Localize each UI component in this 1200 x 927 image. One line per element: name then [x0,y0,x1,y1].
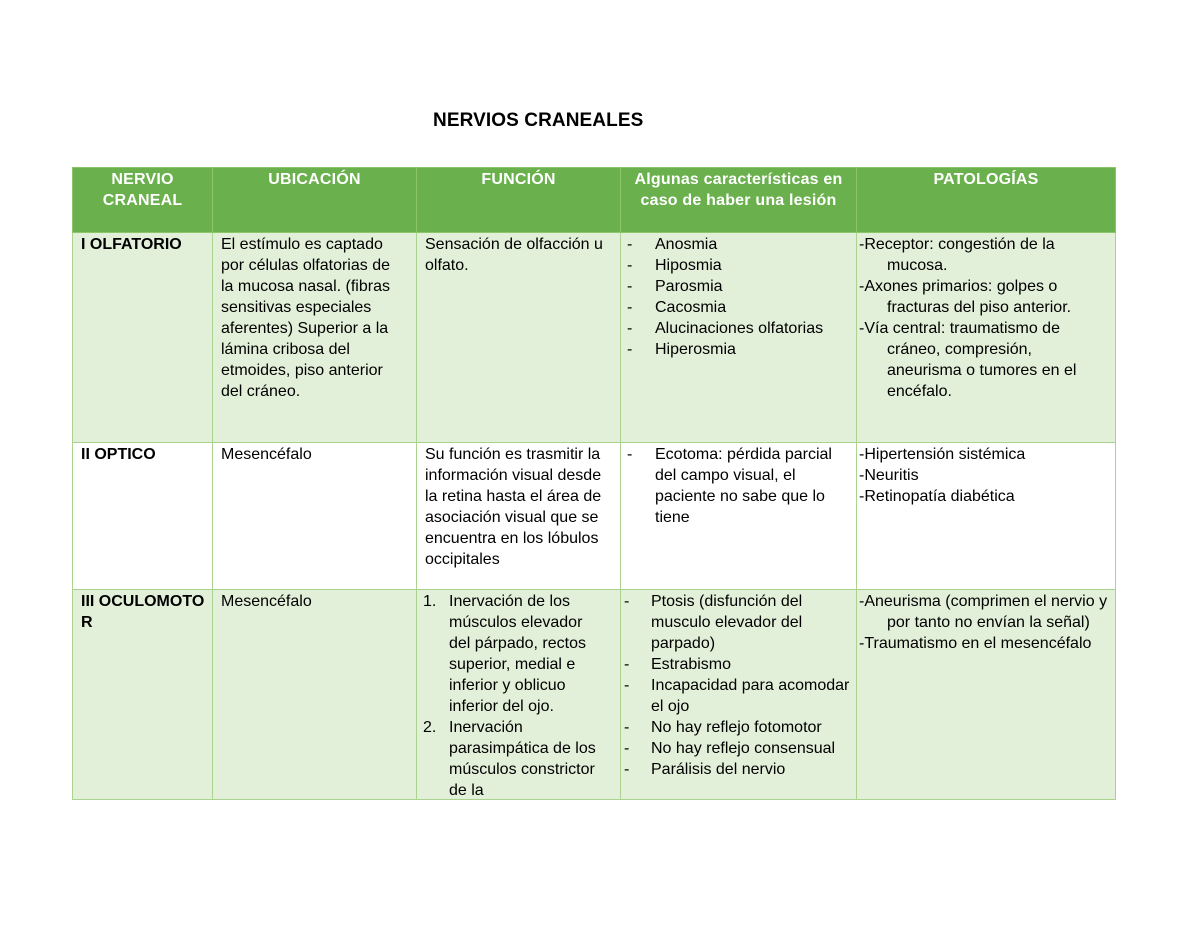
list-item: - Hiposmia [627,255,850,276]
list-item: -Neuritis [859,467,919,484]
list-item: - Ecotoma: pérdida parcial del campo visual, el paciente no sabe que lo tiene [627,444,832,528]
list-item: -Traumatismo en el mesencéfalo [859,635,1092,652]
table-header-row [73,168,1116,233]
list-item: -Retinopatía diabética [859,488,1015,505]
header-patologias: PATOLOGÍAS [857,168,1116,233]
funcion-cell [417,590,621,800]
cranial-nerves-table [72,167,1116,800]
list-item: -Aneurisma (comprimen el nervio y por tanto no envían la señal) [859,593,1108,631]
table-row [73,590,1116,800]
funcion-cell: Su función es trasmitir la información visual desde la retina hasta el área de asociación visual que se encuentra en los lóbulos occipitales [417,443,621,590]
list-item: - Parosmia [627,276,850,297]
ubicacion-cell: Mesencéfalo [213,443,417,590]
header-nervio: NERVIO CRANEAL [73,168,213,233]
list-item: - Estrabismo [624,654,854,675]
patologias-cell [857,443,1116,590]
nerve-name: III OCULOMOTOR [73,590,213,800]
caracteristicas-cell [621,443,857,590]
header-ubicacion: UBICACIÓN [213,168,417,233]
header-funcion: FUNCIÓN [417,168,621,233]
nerve-name: II OPTICO [73,443,213,590]
page-title: NERVIOS CRANEALES [433,110,644,131]
list-item: -Receptor: congestión de la mucosa. [859,236,1055,274]
list-item: - Hiperosmia [627,339,850,360]
list-item: - Alucinaciones olfatorias [627,318,850,339]
list-item: -Axones primarios: golpes o fracturas del piso anterior. [859,278,1072,316]
list-item: - Anosmia [627,234,850,255]
list-item: - Incapacidad para acomodar el ojo [624,675,854,717]
table-row [73,443,1116,590]
header-caracteristicas: Algunas características en caso de haber una lesión [621,168,857,233]
ubicacion-cell: Mesencéfalo [213,590,417,800]
ubicacion-cell: El estímulo es captado por células olfatorias de la mucosa nasal. (fibras sensitivas especiales aferentes) Superior a la lámina cribosa del etmoides, piso anterior del cráneo. [213,233,417,443]
nerve-name: I OLFATORIO [73,233,213,443]
list-item: - Parálisis del nervio [624,759,854,780]
list-item: - No hay reflejo fotomotor [624,717,854,738]
list-item: - No hay reflejo consensual [624,738,854,759]
list-item: 2. Inervación parasimpática de los músculos constrictor de la [423,719,596,798]
table-row [73,233,1116,443]
list-item: 1. Inervación de los músculos elevador del párpado, rectos superior, medial e inferior y oblicuo inferior del ojo. [423,593,586,715]
list-item: -Hipertensión sistémica [859,446,1026,463]
patologias-cell [857,590,1116,800]
caracteristicas-cell [621,233,857,443]
list-item: - Ptosis (disfunción del musculo elevador del parpado) [624,591,854,654]
list-item: -Vía central: traumatismo de cráneo, compresión, aneurisma o tumores en el encéfalo. [859,320,1077,400]
list-item: - Cacosmia [627,297,850,318]
caracteristicas-cell [621,590,857,800]
funcion-cell: Sensación de olfacción u olfato. [417,233,621,443]
patologias-cell [857,233,1116,443]
